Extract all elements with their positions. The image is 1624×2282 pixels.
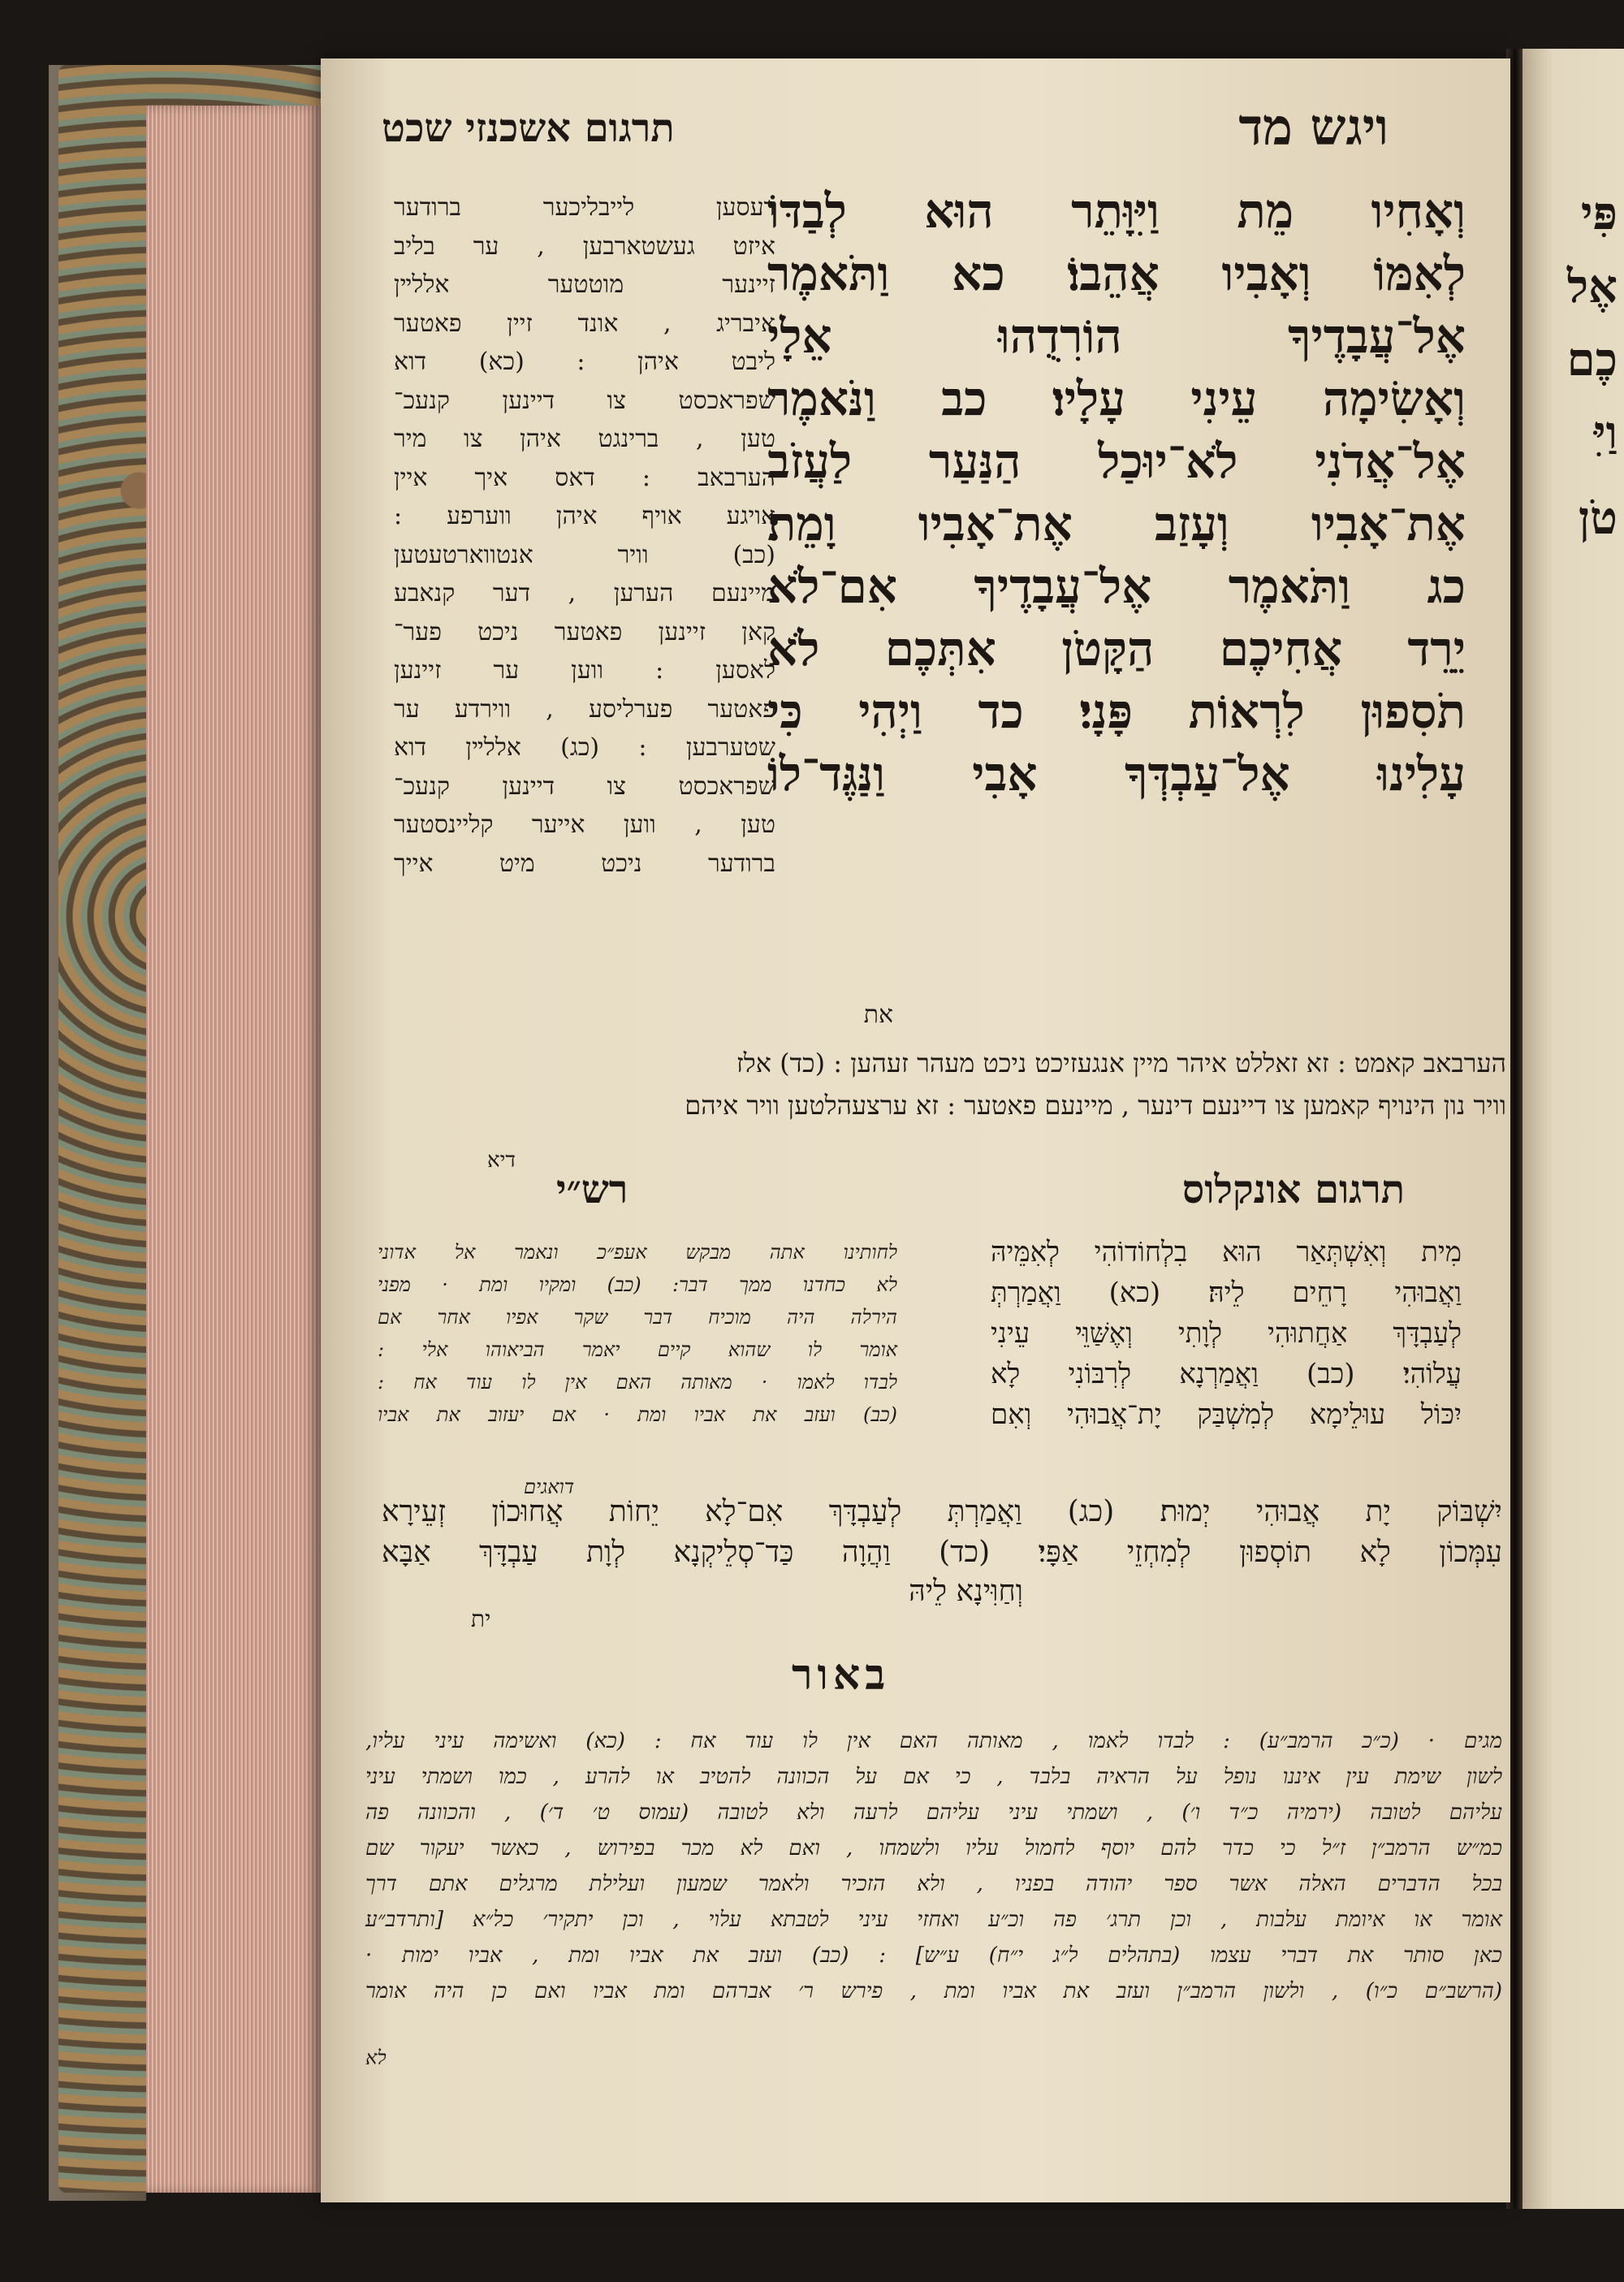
biur-line: כמ״ש הרמב״ן ז״ל כי כדר להם יוסף לחמול עליו ולשמחו , ואם לא מכר בפירוש , כאשר יעקור שם (365, 1836, 1502, 1861)
translation-line: פאטער פערליסע , ווירדע ער (394, 694, 775, 724)
facing-page-fragment: פִּי (1580, 187, 1618, 240)
facing-page (1522, 49, 1624, 2209)
rashi-line: לא כחדנו ממך דבר: (כב) ומקיו ומת · מפני (378, 1273, 897, 1296)
onkelos-line: לְעַבְדָּךְ אַחֲתוּהִי לְוָתִי וְאֶשַּׁוֵּי עֵינִי (991, 1317, 1462, 1350)
biur-line: לשון שימת עין איננו נופל על הראיה בלבד , כי אם על הכוונה להטיב או להרע , כמו ושמתי עיני (365, 1765, 1502, 1789)
rashi-line: הירלה היה מוכיח דבר שקר אפיו אחר אם (378, 1306, 897, 1329)
translation-line: שטערבען : (כג) אללײן דוא (394, 733, 775, 762)
translation-line: זיינער מוטטער אללײן (394, 270, 775, 299)
rashi-line: אומר לו שהוא קיים יאמר הביאוהו אלי : (378, 1338, 897, 1361)
biur-line: עליהם לטובה (ירמיה כ״ד ו׳) , ושמתי עיני עליהם לרעה ולא לטובה (עמוס ט׳ ד׳) , והכוונה פה (365, 1800, 1502, 1825)
biur-line: בכל הדברים האלה אשר ספר יהודה בפניו , ולא הזכיר ולאמר שמעון ועלילת מרגלים אתם דרך (365, 1872, 1502, 1896)
facing-page-fragment: כֶם (1566, 333, 1618, 387)
facing-page-fragment: טֹן (1578, 491, 1618, 545)
biur-line: (הרשב״ם כ״ו) , ולשון הרמב״ן ועזב את אביו ומת , פירש ר׳ אברהם ומת אביו ואם כן היה אומר (365, 1979, 1502, 2003)
onkelos-full-line: עִמְּכוֹן לָא תוֹסְפוּן לְמִחְזֵי אַפָּי׃ (כד) וַהֲוָה כַּד־סְלֵיקְנָא לְוָת עַבְדָּךְ אַבָּא (382, 1536, 1502, 1569)
main-text-line: תֹסִפוּן לִרְאוֹת פָּנָי׃ כד וַיְהִי כִּי (767, 684, 1466, 739)
translation-line: ליבט איהן : (כא) דוא (394, 348, 775, 376)
translation-line: שפראכסט צו דיינען קנעכ־ (394, 771, 775, 801)
onkelos-full-line: יִשְׁבּוֹק יָת אֲבוּהִי יְמוּת׃ (כג) וַאֲמַרְתְּ לְעַבְדָּךְ אִם־לָא יֵחוֹת אֲחוּכוֹן זְעֵירָא (382, 1495, 1502, 1528)
biur-line: מגים · (כ״כ הרמב״ע) : לבדו לאמו , מאותה האם אין לו עוד אח : (כא) ואשימה עיני עליו, (365, 1729, 1502, 1753)
main-text-line: עָלִינוּ אֶל־עַבְדְּךָ אָבִי וַנַּגֶּד־לוֹ (767, 746, 1466, 802)
translation-full-line: וויר נון הינויף קאמען צו דיינעם דינער , מיינעם פאטער : זא ערצעהלטען וויר איהם (685, 1090, 1506, 1121)
onkelos-line: וַאֲבוּהִי רָחֵים לֵיהּ׃ (כא) וַאֲמַרְתְּ (991, 1277, 1462, 1309)
translation-catchword: דיא (487, 1148, 516, 1173)
onkelos-line: מִית וְאִשְׁתְּאַר הוּא בִלְחוֹדוֹהִי לְאִמֵּיהּ (991, 1236, 1462, 1268)
facing-page-fragment: אֶל (1566, 260, 1618, 313)
translation-line: אויגע אויף איהן ווערפע : (394, 502, 775, 530)
running-header-translation: תרגום אשכנזי שכט (382, 106, 675, 151)
translation-line: הערבאב : דאס איך איין (394, 463, 775, 492)
book-page (321, 58, 1510, 2202)
onkelos-heading: תרגום אונקלוס (1181, 1167, 1405, 1212)
translation-line: (כב) וויר אנטווארטעטען (394, 540, 775, 569)
main-text-line: אֶל־אֲדֹנִי לֹא־יוּכַל הַנַּעַר לַעֲזֹב (767, 434, 1466, 489)
rashi-column (378, 1236, 897, 1431)
main-text-line: אֶת־אָבִיו וְעָזַב אֶת־אָבִיו וָמֵת׃ (767, 496, 1466, 551)
translation-line: טען , ברינגט איהן צו מיר (394, 425, 775, 453)
main-text-line: וְאָחִיו מֵת וַיִּוָּתֵר הוּא לְבַדּוֹ (767, 184, 1466, 239)
translation-line: שפראכסט צו דיינען קנעכ־ (394, 386, 775, 415)
facing-page-fragment: וַיִּ (1593, 406, 1618, 460)
main-text-line: לְאִמּוֹ וְאָבִיו אֲהֵבוֹ׃ כא וַתֹּאמֶר (767, 246, 1466, 301)
biur-line: כאן סותר את דברי עצמו (בתהלים ל״ג י״ח) ע״ש] : (כב) ועזב את אביו ומת , אביו ימות · (365, 1943, 1502, 1968)
onkelos-catchword: ית (471, 1606, 491, 1632)
biur-commentary (365, 1723, 1502, 2009)
onkelos-line: יִכּוֹל עוּלֵימָא לְמִשְׁבַּק יָת־אֲבוּהִי וְאִם (991, 1398, 1462, 1431)
main-text-line: יֵרֵד אֲחִיכֶם הַקָּטֹן אִתְּכֶם לֹא (767, 621, 1466, 676)
biur-line: אומר או איומת עלבות , וכן תרג׳ פה וכ״ע ואחזי עיני לטבתא עלוי , וכן יתקיר׳ כל״א [ותרדב״ע (365, 1908, 1502, 1932)
biur-catchword: לא (365, 2046, 387, 2069)
translation-line: איזט געשטארבען , ער בליב (394, 231, 775, 261)
page-edges (146, 106, 321, 2193)
biur-heading: באור (792, 1650, 891, 1700)
onkelos-line: עֲלוֹהִי׃ (כב) וַאֲמַרְנָא לְרִבּוֹנִי לָא (991, 1358, 1462, 1390)
rashi-line: (כב) ועזב את אביו ומת · אם יעזוב את אביו (378, 1403, 897, 1426)
onkelos-column (991, 1232, 1462, 1435)
translation-line: טען , ווען אייער קליינסטער (394, 810, 775, 839)
translation-line: מיינעם הערען , דער קנאבע (394, 579, 775, 607)
main-text-line: וְאָשִׂימָה עֵינִי עָלָיו׃ כב וַנֹּאמֶר (767, 371, 1466, 426)
translation-line: דעסען לייבליכער ברודער (394, 193, 775, 222)
onkelos-full-line: וְחַוִּינָא לֵיהּ (909, 1575, 1023, 1608)
main-text-line: אֶל־עֲבָדֶיךָ הוֹרִדֻהוּ אֵלָי (767, 309, 1466, 364)
main-catchword: את (863, 1001, 893, 1029)
translation-column (394, 188, 775, 883)
running-header-parsha: ויגש מד (1238, 97, 1389, 157)
rashi-line: לחותינו אתה מבקש אעפ״כ ונאמר אל אדוני (378, 1241, 897, 1264)
translation-line: לאסען : ווען ער זיינען (394, 656, 775, 685)
main-text-line: כג וַתֹּאמֶר אֶל־עֲבָדֶיךָ אִם־לֹא (767, 559, 1466, 614)
translation-full-line: הערבאב קאמט : זא זאללט איהר מיין אנגעזיכט ניכט מעהר זעהען : (כד) אלז (736, 1048, 1506, 1078)
translation-line: קאן זיינען פאטער ניכט פער־ (394, 617, 775, 646)
rashi-catchword: דואגים (524, 1476, 575, 1498)
rashi-line: לבדו לאמו · מאותה האם אין לו עוד אח : (378, 1371, 897, 1394)
rashi-heading: רש״י (556, 1167, 628, 1212)
translation-line: איבריג , אונד זיין פאטער (394, 309, 775, 338)
main-text-block (767, 180, 1466, 806)
translation-line: ברודער ניכט מיט אייך (394, 849, 775, 878)
